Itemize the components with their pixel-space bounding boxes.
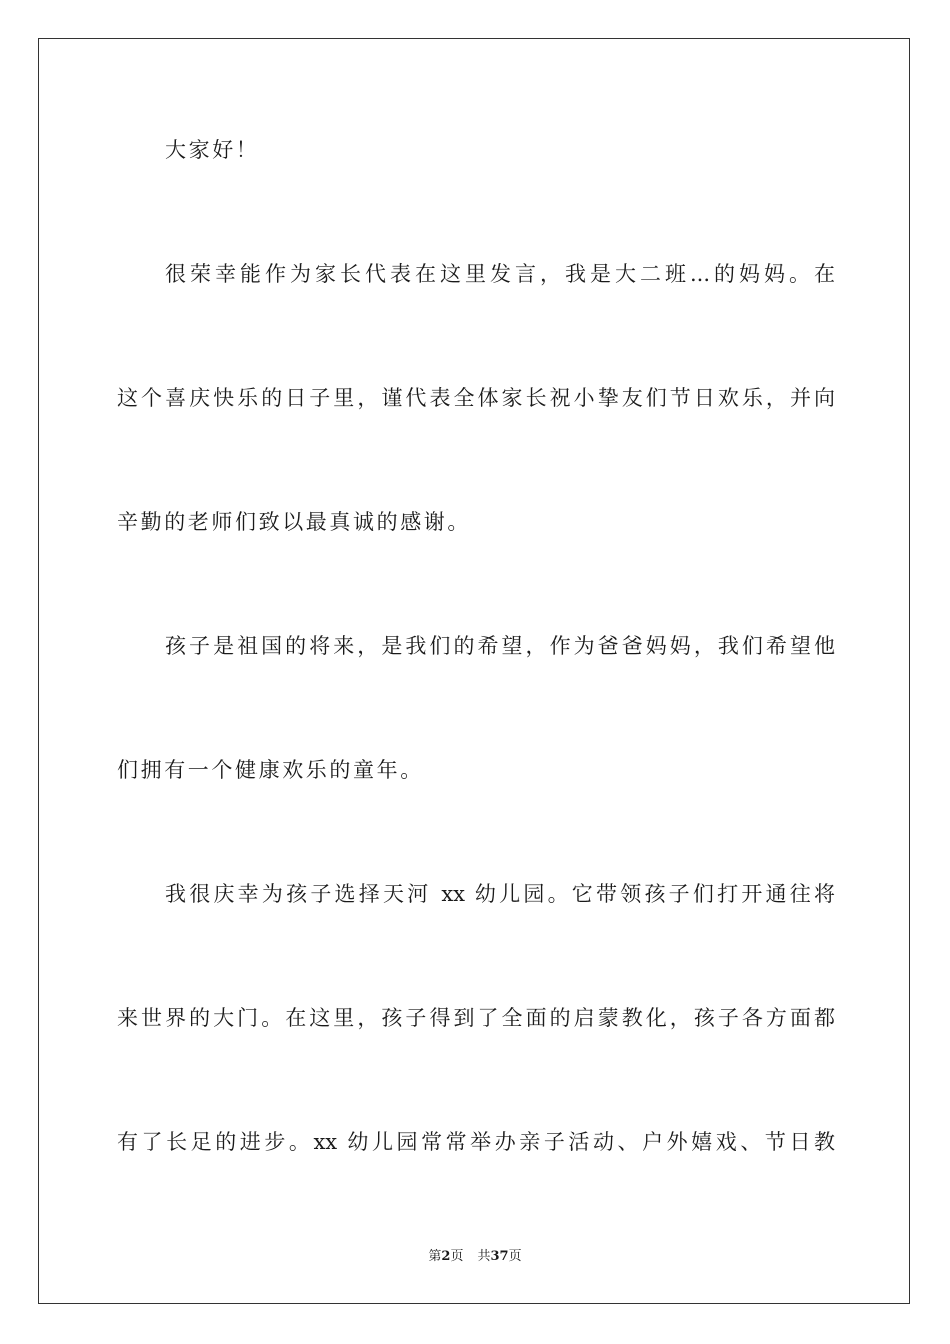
page-border [38,38,910,1304]
paragraph-1-line-2: 这个喜庆快乐的日子里，谨代表全体家长祝小挚友们节日欢乐，并向 [117,386,835,410]
paragraph-3-line-1: 我很庆幸为孩子选择天河 xx 幼儿园。它带领孩子们打开通往将 [165,882,835,906]
greeting-line: 大家好！ [165,138,260,162]
paragraph-1-line-3: 辛勤的老师们致以最真诚的感谢。 [117,510,471,534]
footer-page-prefix: 第 [428,1249,442,1264]
footer-page-number: 2 [441,1249,451,1264]
footer-total-suffix: 页 [508,1249,522,1264]
paragraph-2-line-2: 们拥有一个健康欢乐的童年。 [117,758,424,782]
footer-total-pages: 37 [490,1249,509,1264]
paragraph-3-line-2: 来世界的大门。在这里，孩子得到了全面的启蒙教化，孩子各方面都 [117,1006,835,1030]
page-footer [0,1248,950,1266]
footer-total-prefix: 共 [477,1249,491,1264]
paragraph-2-line-1: 孩子是祖国的将来，是我们的希望，作为爸爸妈妈，我们希望他 [165,634,835,658]
paragraph-3-line-3: 有了长足的进步。xx 幼儿园常常举办亲子活动、户外嬉戏、节日教 [117,1130,835,1154]
footer-page-suffix: 页 [450,1249,464,1264]
paragraph-1-line-1: 很荣幸能作为家长代表在这里发言，我是大二班...的妈妈。在 [165,262,835,286]
